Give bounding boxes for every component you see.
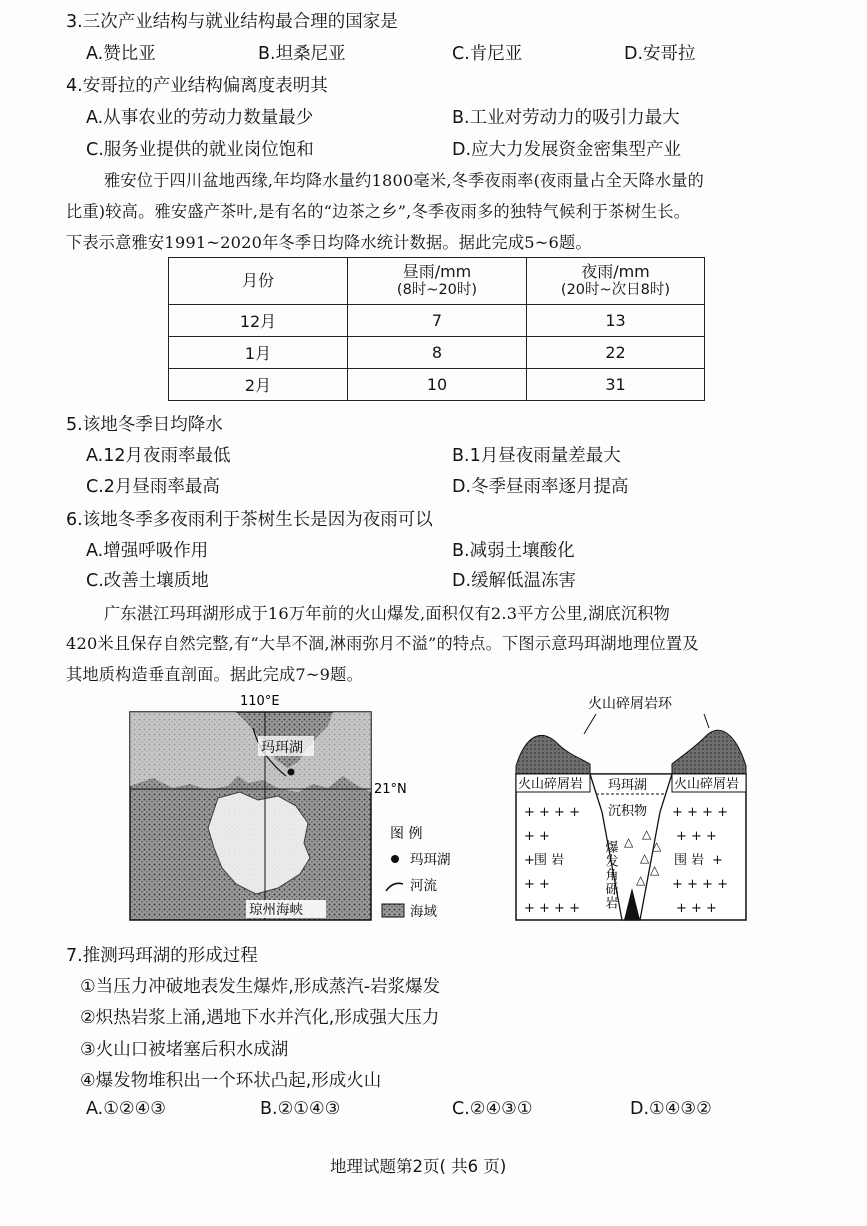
question-5-stem: 5.该地冬季日均降水 xyxy=(66,415,223,435)
svg-text:△: △ xyxy=(652,839,662,853)
table-row xyxy=(169,305,705,337)
legend-lake-label: 玛珥湖 xyxy=(410,852,451,868)
svg-text:+ + +: + + + xyxy=(676,901,717,916)
right-rock-label: 火山碎屑岩 xyxy=(674,777,740,792)
question-3-stem: 3.三次产业结构与就业结构最合理的国家是 xyxy=(66,12,398,32)
q5-option-b: B.1月昼夜雨量差最大 xyxy=(452,446,621,466)
rainfall-table xyxy=(168,257,705,401)
svg-text:+: + xyxy=(524,853,535,868)
q5-option-c: C.2月昼雨率最高 xyxy=(86,477,220,497)
passage2-line2: 420米且保存自然完整,有“大旱不涸,淋雨弥月不溢”的特点。下图示意玛珥湖地理位置及 xyxy=(66,634,699,653)
lake-label: 玛珥湖 xyxy=(608,778,648,793)
latitude-label: 21°N xyxy=(374,782,407,797)
q7-option-b: B.②①④③ xyxy=(260,1099,341,1119)
longitude-label: 110°E xyxy=(240,694,280,709)
cell-night: 13 xyxy=(527,305,705,337)
q7-step-3: ③火山口被堵塞后积水成湖 xyxy=(80,1040,289,1060)
passage2-line3: 其地质构造垂直剖面。据此完成7~9题。 xyxy=(66,665,363,684)
river-icon xyxy=(386,883,403,891)
q7-option-c: C.②④③① xyxy=(452,1099,533,1119)
svg-text:△: △ xyxy=(636,873,646,887)
svg-text:+ +: + + xyxy=(524,829,550,844)
ring-label: 火山碎屑岩环 xyxy=(588,696,672,712)
strait-label: 琼州海峡 xyxy=(249,902,303,918)
cell-day: 8 xyxy=(348,337,527,369)
cell-day: 7 xyxy=(348,305,527,337)
q3-option-c: C.肯尼亚 xyxy=(452,44,523,64)
q4-option-b: B.工业对劳动力的吸引力最大 xyxy=(452,108,680,128)
maar-lake-marker xyxy=(288,769,295,776)
maar-lake-map-label: 玛珥湖 xyxy=(261,740,303,756)
geologic-profile xyxy=(514,688,748,928)
svg-text:△: △ xyxy=(640,851,650,865)
table-header-row xyxy=(169,258,705,305)
header-night-rain: 夜雨/mm (20时~次日8时) xyxy=(527,258,705,305)
svg-text:+: + xyxy=(712,853,723,868)
q6-option-c: C.改善土壤质地 xyxy=(86,571,209,591)
svg-text:△: △ xyxy=(624,835,634,849)
svg-text:+ + +: + + + xyxy=(676,829,717,844)
header-month: 月份 xyxy=(169,258,348,305)
svg-text:+ + + +: + + + + xyxy=(524,901,580,916)
q6-option-d: D.缓解低温冻害 xyxy=(452,571,577,591)
svg-text:+ + + +: + + + + xyxy=(672,877,728,892)
breccia-label: 爆发角砾岩 xyxy=(602,840,618,910)
svg-text:+ +: + + xyxy=(524,877,550,892)
left-wall-rock-label: 围 岩 xyxy=(534,853,565,868)
q4-option-d: D.应大力发展资金密集型产业 xyxy=(452,140,682,160)
q3-option-a: A.赞比亚 xyxy=(86,44,156,64)
cell-night: 31 xyxy=(527,369,705,401)
table-row xyxy=(169,337,705,369)
svg-text:+ + + +: + + + + xyxy=(524,805,580,820)
cell-month: 2月 xyxy=(169,369,348,401)
table-row xyxy=(169,369,705,401)
svg-text:△: △ xyxy=(650,863,660,877)
dot-icon xyxy=(391,855,399,863)
question-7-stem: 7.推测玛珥湖的形成过程 xyxy=(66,946,258,966)
q5-option-d: D.冬季昼雨率逐月提高 xyxy=(452,477,629,497)
legend-title: 图 例 xyxy=(390,826,423,842)
q4-option-a: A.从事农业的劳动力数量最少 xyxy=(86,108,314,128)
q7-step-1: ①当压力冲破地表发生爆炸,形成蒸汽-岩浆爆发 xyxy=(80,977,441,997)
passage1-line3: 下表示意雅安1991~2020年冬季日均降水统计数据。据此完成5~6题。 xyxy=(66,233,592,252)
q4-option-c: C.服务业提供的就业岗位饱和 xyxy=(86,140,314,160)
q6-option-b: B.减弱土壤酸化 xyxy=(452,541,575,561)
cell-month: 1月 xyxy=(169,337,348,369)
q3-option-b: B.坦桑尼亚 xyxy=(258,44,346,64)
q7-step-4: ④爆发物堆积出一个环状凸起,形成火山 xyxy=(80,1071,382,1091)
cell-night: 22 xyxy=(527,337,705,369)
left-rock-label: 火山碎屑岩 xyxy=(518,777,584,792)
sediment-label: 沉积物 xyxy=(608,804,648,819)
legend-river-label: 河流 xyxy=(410,878,437,894)
q6-option-a: A.增强呼吸作用 xyxy=(86,541,209,561)
q3-option-d: D.安哥拉 xyxy=(624,44,696,64)
right-ring-cone xyxy=(672,730,746,774)
cell-month: 12月 xyxy=(169,305,348,337)
cell-day: 10 xyxy=(348,369,527,401)
legend-sea-label: 海域 xyxy=(410,904,437,920)
passage1-line2: 比重)较高。雅安盛产茶叶,是有名的“边茶之乡”,冬季夜雨多的独特气候利于茶树生长。 xyxy=(66,202,691,221)
passage1-line1: 雅安位于四川盆地西缘,年均降水量约1800毫米,冬季夜雨率(夜雨量占全天降水量的 xyxy=(104,171,704,190)
q5-option-a: A.12月夜雨率最低 xyxy=(86,446,231,466)
q7-option-d: D.①④③② xyxy=(630,1099,712,1119)
sea-pattern-icon xyxy=(382,904,404,917)
q7-step-2: ②炽热岩浆上涌,遇地下水并汽化,形成强大压力 xyxy=(80,1008,440,1028)
question-4-stem: 4.安哥拉的产业结构偏离度表明其 xyxy=(66,76,328,96)
header-day-rain: 昼雨/mm (8时~20时) xyxy=(348,258,527,305)
question-6-stem: 6.该地冬季多夜雨利于茶树生长是因为夜雨可以 xyxy=(66,510,433,530)
svg-text:△: △ xyxy=(642,827,652,841)
left-ring-cone xyxy=(516,735,590,774)
location-map xyxy=(128,688,473,933)
passage2-line1: 广东湛江玛珥湖形成于16万年前的火山爆发,面积仅有2.3平方公里,湖底沉积物 xyxy=(104,604,671,623)
svg-text:+ + + +: + + + + xyxy=(672,805,728,820)
right-wall-rock-label: 围 岩 xyxy=(674,853,705,868)
page-footer: 地理试题第2页( 共6 页) xyxy=(330,1157,507,1176)
q7-option-a: A.①②④③ xyxy=(86,1099,166,1119)
